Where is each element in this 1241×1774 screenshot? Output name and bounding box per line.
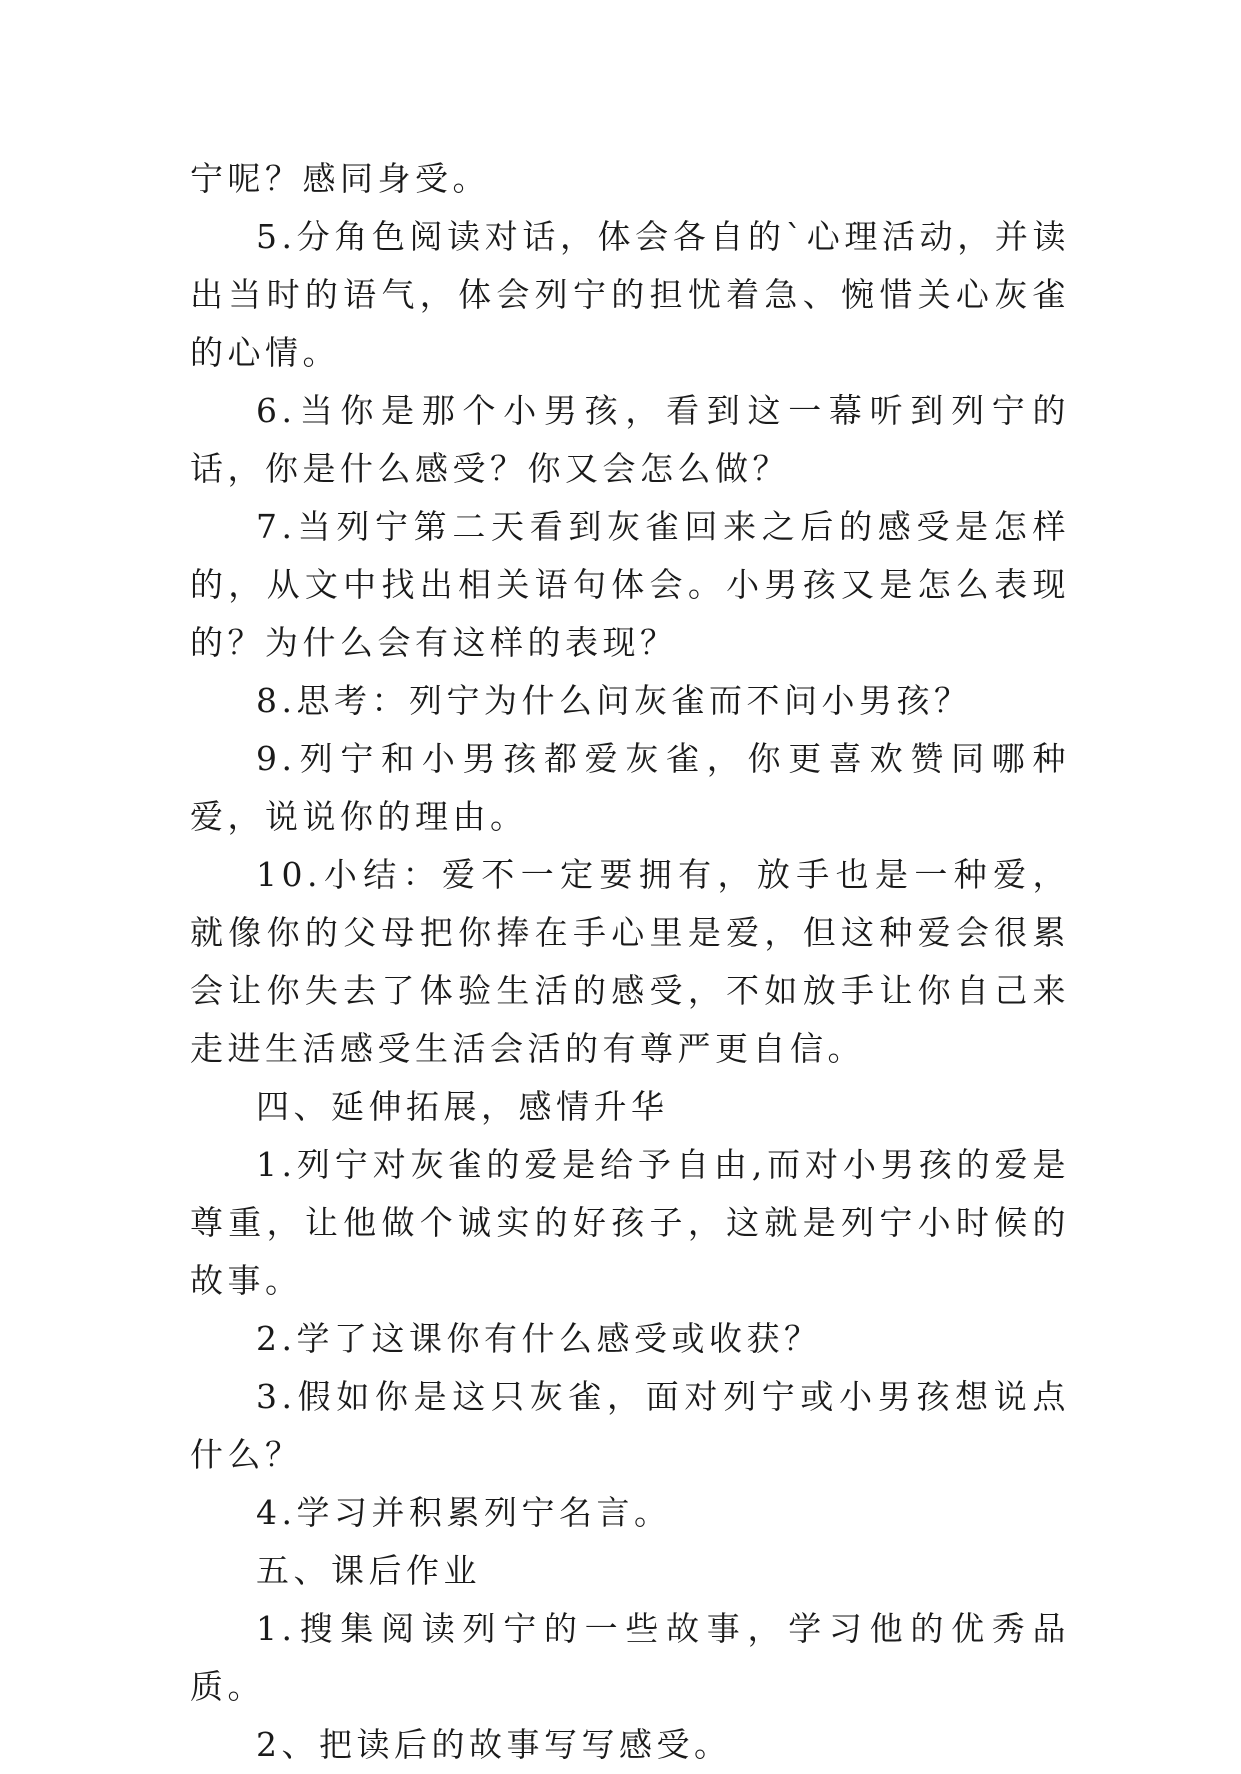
paragraph-section4-item-2: 2.学了这课你有什么感受或收获？ xyxy=(256,1319,822,1358)
section-heading-5: 五、课后作业 xyxy=(256,1551,481,1590)
paragraph-section5-item-1: 1.搜集阅读列宁的一些故事，学习他的优秀品质。 xyxy=(190,1609,1070,1706)
paragraph-continuation: 宁呢？感同身受。 xyxy=(190,159,490,198)
section-heading-4: 四、延伸拓展，感情升华 xyxy=(256,1087,669,1126)
paragraph-section4-item-4: 4.学习并积累列宁名言。 xyxy=(256,1493,672,1532)
paragraph-section4-item-3: 3.假如你是这只灰雀，面对列宁或小男孩想说点什么？ xyxy=(190,1377,1070,1474)
document-body xyxy=(190,150,1070,1774)
paragraph-item-10: 10.小结：爱不一定要拥有，放手也是一种爱，就像你的父母把你捧在手心里是爱，但这种爱会很累会让你失去了体验生活的感受，不如放手让你自己来走进生活感受生活会活的有尊严更自信。 xyxy=(190,855,1070,1068)
paragraph-section4-item-1: 1.列宁对灰雀的爱是给予自由,而对小男孩的爱是尊重，让他做个诚实的好孩子，这就是列宁小时候的故事。 xyxy=(190,1145,1070,1300)
paragraph-item-9: 9.列宁和小男孩都爱灰雀，你更喜欢赞同哪种爱，说说你的理由。 xyxy=(190,739,1070,836)
paragraph-section5-item-2: 2、把读后的故事写写感受。 xyxy=(256,1725,732,1764)
paragraph-item-6: 6.当你是那个小男孩，看到这一幕听到列宁的话，你是什么感受？你又会怎么做？ xyxy=(190,391,1070,488)
paragraph-item-8: 8.思考：列宁为什么问灰雀而不问小男孩？ xyxy=(256,681,972,720)
paragraph-item-7: 7.当列宁第二天看到灰雀回来之后的感受是怎样的，从文中找出相关语句体会。小男孩又是怎么表现的？为什么会有这样的表现？ xyxy=(190,507,1070,662)
paragraph-item-5: 5.分角色阅读对话，体会各自的`心理活动，并读出当时的语气，体会列宁的担忧着急、惋惜关心灰雀的心情。 xyxy=(190,217,1070,372)
